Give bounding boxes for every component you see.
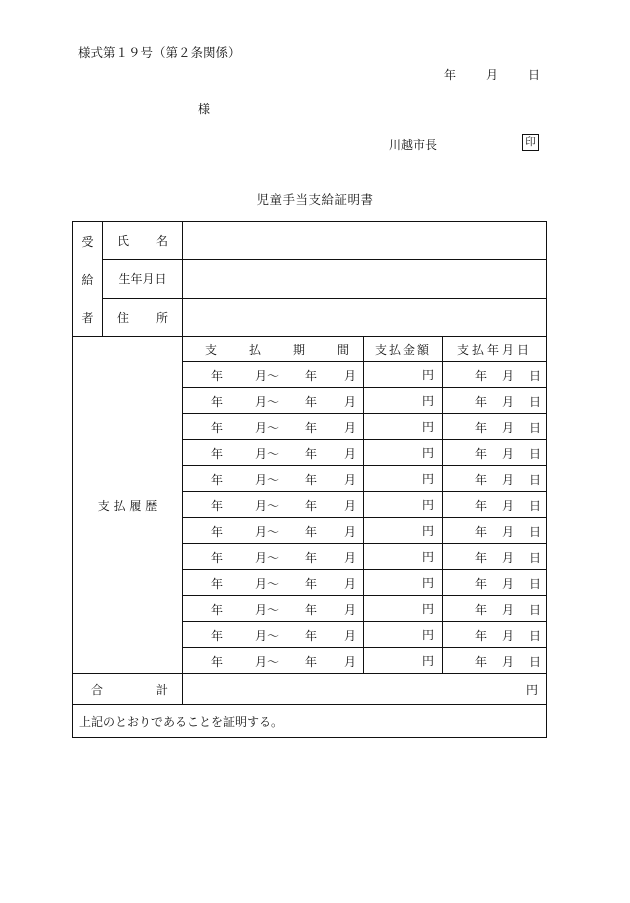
period-header: 支 払 期 間 (183, 337, 364, 362)
form-number: 様式第１９号（第２条関係） (78, 45, 241, 60)
amount-field[interactable]: 円 (364, 388, 443, 414)
birthdate-field[interactable] (183, 260, 547, 298)
period-field[interactable]: 年 月〜 年 月 (183, 596, 364, 622)
paydate-field[interactable]: 年 月 日 (443, 544, 547, 570)
month-label: 月 (486, 68, 499, 82)
period-field[interactable]: 年 月〜 年 月 (183, 388, 364, 414)
amount-field[interactable]: 円 (364, 440, 443, 466)
addressee-suffix: 様 (198, 102, 211, 116)
amount-field[interactable]: 円 (364, 570, 443, 596)
payment-history-label: 支 払 履 歴 (73, 337, 183, 674)
amount-field[interactable]: 円 (364, 466, 443, 492)
period-field[interactable]: 年 月〜 年 月 (183, 440, 364, 466)
period-field[interactable]: 年 月〜 年 月 (183, 518, 364, 544)
paydate-field[interactable]: 年 月 日 (443, 362, 547, 388)
total-row (73, 674, 547, 705)
paydate-field[interactable]: 年 月 日 (443, 596, 547, 622)
issuer-title: 川越市長 (389, 138, 438, 152)
amount-field[interactable]: 円 (364, 362, 443, 388)
amount-header: 支払金額 (364, 337, 443, 362)
address-field[interactable] (183, 298, 547, 336)
paydate-field[interactable]: 年 月 日 (443, 414, 547, 440)
total-label: 合 計 (73, 674, 183, 705)
recipient-group-label: 受 給 者 (73, 222, 103, 337)
paydate-field[interactable]: 年 月 日 (443, 388, 547, 414)
amount-field[interactable]: 円 (364, 596, 443, 622)
seal-mark: 印 (522, 134, 539, 151)
amount-field[interactable]: 円 (364, 648, 443, 674)
period-field[interactable]: 年 月〜 年 月 (183, 362, 364, 388)
day-label: 日 (528, 68, 541, 82)
period-field[interactable]: 年 月〜 年 月 (183, 544, 364, 570)
paydate-field[interactable]: 年 月 日 (443, 440, 547, 466)
period-field[interactable]: 年 月〜 年 月 (183, 414, 364, 440)
paydate-field[interactable]: 年 月 日 (443, 648, 547, 674)
certificate-table (72, 221, 547, 738)
paydate-header: 支払年月日 (443, 337, 547, 362)
period-field[interactable]: 年 月〜 年 月 (183, 570, 364, 596)
total-field[interactable]: 円 (183, 674, 547, 705)
amount-field[interactable]: 円 (364, 544, 443, 570)
period-field[interactable]: 年 月〜 年 月 (183, 622, 364, 648)
certification-statement: 上記のとおりであることを証明する。 (73, 705, 547, 738)
year-label: 年 (444, 68, 457, 82)
paydate-field[interactable]: 年 月 日 (443, 570, 547, 596)
birthdate-label: 生年月日 (103, 260, 183, 298)
amount-field[interactable]: 円 (364, 622, 443, 648)
paydate-field[interactable]: 年 月 日 (443, 466, 547, 492)
paydate-field[interactable]: 年 月 日 (443, 622, 547, 648)
name-field[interactable] (183, 222, 547, 260)
period-field[interactable]: 年 月〜 年 月 (183, 466, 364, 492)
amount-field[interactable]: 円 (364, 518, 443, 544)
name-label: 氏 名 (103, 222, 183, 260)
period-field[interactable]: 年 月〜 年 月 (183, 492, 364, 518)
paydate-field[interactable]: 年 月 日 (443, 518, 547, 544)
document-title: 児童手当支給証明書 (256, 192, 374, 207)
amount-field[interactable]: 円 (364, 414, 443, 440)
paydate-field[interactable]: 年 月 日 (443, 492, 547, 518)
address-label: 住 所 (103, 298, 183, 336)
period-field[interactable]: 年 月〜 年 月 (183, 648, 364, 674)
amount-field[interactable]: 円 (364, 492, 443, 518)
